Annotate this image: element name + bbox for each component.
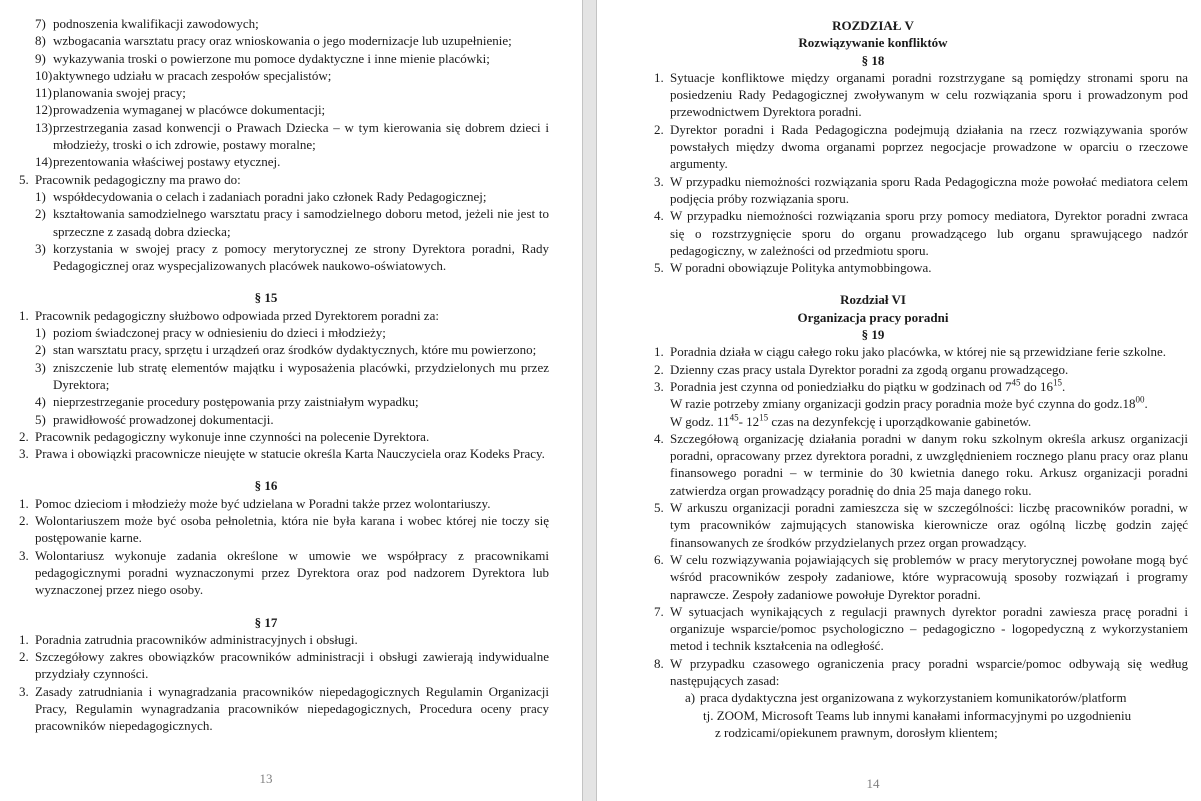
item-marker: 2. — [19, 513, 29, 529]
item-text — [35, 171, 549, 188]
list-item — [0, 324, 582, 341]
heading-line: § 16 — [254, 478, 278, 494]
list-item — [597, 499, 1201, 551]
heading-line: § 18 — [861, 52, 885, 68]
section-heading — [597, 17, 1149, 69]
item-marker: 3. — [19, 683, 29, 699]
text-line: W arkuszu organizacji poradni zamieszcza się w szczególności: liczbę pracowników poradni, w tym pracowników zajmujących stanowiska kierownicze oraz ogólną liczbę godzin zajęć finansowanych ze środków przydzielanych przez organ prowadzący. — [670, 500, 1188, 550]
item-marker: 3. — [19, 446, 29, 462]
list-item — [0, 153, 582, 170]
item-marker: 7) — [35, 16, 46, 31]
text-line: Sytuacje konfliktowe między organami poradni rozstrzygane są pomiędzy stronami sporu na posiedzeniu Rady Pedagogicznej zwoływanym w celu rozwiązania sporu i prowadzonym pod przewodnictwem Dyrektora poradni. — [670, 69, 1188, 120]
document-page-left — [0, 0, 582, 801]
text-line: nieprzestrzeganie procedury postępowania przy zaistniałym wypadku; — [53, 394, 419, 410]
text-line: prowadzenia wymaganej w placówce dokumentacji; — [53, 102, 326, 118]
item-marker: 5) — [35, 411, 46, 427]
list-item — [0, 445, 582, 462]
text-line: W przypadku czasowego ograniczenia pracy poradni wsparcie/pomoc odbywają się według następujących zasad: — [670, 655, 1188, 688]
item-text — [53, 359, 549, 394]
item-text — [53, 84, 549, 101]
text-line: Dzienny czas pracy ustala Dyrektor poradni za zgodą organu prowadzącego. — [670, 361, 1069, 377]
text-line: Poradnia jest czynna od poniedziałku do piątku w godzinach od $7^{45}$ do $16^{15}$. — [670, 377, 1066, 394]
list-item — [0, 631, 582, 648]
list-item — [597, 655, 1201, 690]
item-text — [53, 32, 549, 49]
text-line: Pomoc dzieciom i młodzieży może być udzielana w Poradni także przez wolontariuszy. — [35, 495, 491, 511]
text-line: kształtowania samodzielnego warsztatu pracy i samodzielnego doboru metod, jeżeli nie jest to sprzeczne z zasadą dobra dziecka; — [53, 206, 549, 239]
list-item — [0, 428, 582, 445]
superscript: 15 — [1053, 377, 1063, 388]
item-text — [53, 67, 549, 84]
item-text — [670, 361, 1188, 378]
item-marker: 14) — [35, 154, 53, 170]
list-item — [597, 378, 1201, 430]
item-text — [53, 393, 549, 410]
item-marker: 1. — [19, 631, 29, 647]
section-heading — [0, 289, 532, 306]
list-item — [0, 359, 582, 394]
item-text — [35, 648, 549, 683]
item-text — [700, 689, 1188, 741]
heading-line: § 15 — [254, 290, 278, 306]
item-text — [35, 547, 549, 599]
item-marker: 1. — [654, 344, 664, 360]
text-line: W celu rozwiązywania pojawiających się problemów w pracy merytorycznej powołane mogą być wśród pracowników zespoły zadaniowe, które wypracowują sposoby rozwiązań i programy naprawcze. Zespoły zadaniowe powołuje Dyrektor poradni. — [670, 551, 1188, 602]
item-marker: 5. — [654, 500, 664, 516]
list-item — [0, 240, 582, 275]
text-line: W przypadku niemożności rozwiązania sporu Rada Pedagogiczna może powołać mediatora celem podjęcia próby rozwiązania sporu. — [670, 173, 1188, 206]
document-page-right — [597, 0, 1201, 801]
item-marker: 1) — [35, 325, 46, 341]
text-line: Pracownik pedagogiczny ma prawo do: — [35, 171, 241, 187]
list-item — [0, 119, 582, 154]
item-marker: 6. — [654, 551, 664, 567]
list-item — [597, 430, 1201, 499]
text-line: W przypadku niemożności rozwiązania sporu przy pomocy mediatora, Dyrektor poradni zwraca się o rozstrzygnięcie sporu do organu prowadzącego lub organu sprawującego nadzór pedagogiczny, w zależności od przedmiotu sporu. — [670, 208, 1188, 258]
item-text — [53, 119, 549, 154]
text-line: W poradni obowiązuje Polityka antymobbingowa. — [670, 260, 932, 276]
item-text — [35, 512, 549, 547]
item-marker: 8) — [35, 33, 46, 49]
item-marker: 2. — [654, 361, 664, 377]
item-text — [670, 207, 1188, 259]
list-item — [597, 121, 1201, 173]
text-line: z rodzicami/opiekunem prawnym, dorosłym klientem; — [715, 724, 998, 740]
superscript: 45 — [729, 412, 739, 423]
item-text — [53, 50, 549, 67]
item-text — [53, 205, 549, 240]
item-text — [35, 428, 549, 445]
list-item — [0, 393, 582, 410]
item-marker: 5. — [19, 171, 29, 187]
page-content — [0, 0, 582, 735]
list-item — [0, 307, 582, 324]
text-line: współdecydowania o celach i zadaniach poradni jako członek Rady Pedagogicznej; — [53, 188, 487, 204]
text-line: aktywnego udziału w pracach zespołów specjalistów; — [53, 67, 332, 83]
item-text — [670, 603, 1188, 655]
list-item — [597, 361, 1201, 378]
item-text — [35, 495, 549, 512]
item-text — [53, 15, 549, 32]
list-item — [0, 188, 582, 205]
list-item — [0, 495, 582, 512]
item-text — [53, 411, 549, 428]
item-marker: a) — [685, 690, 696, 706]
item-text — [670, 430, 1188, 499]
heading-line: Rozwiązywanie konfliktów — [798, 35, 948, 51]
page-gutter-divider — [582, 0, 597, 801]
item-marker: 11) — [35, 85, 52, 101]
list-item — [597, 343, 1201, 360]
heading-line: ROZDZIAŁ V — [832, 18, 914, 33]
item-marker: 3) — [35, 240, 46, 256]
item-marker: 5. — [654, 260, 664, 276]
text-line: Prawa i obowiązki pracownicze nieujęte w statucie określa Karta Nauczyciela oraz Kodeks Pracy. — [35, 446, 545, 462]
list-item — [0, 67, 582, 84]
item-marker: 1. — [19, 307, 29, 323]
page-number: 14 — [866, 775, 880, 791]
text-line: planowania swojej pracy; — [53, 85, 186, 101]
text-line: przestrzegania zasad konwencji o Prawach Dziecka – w tym kierowania się dobrem dzieci i młodzieży, troski o ich zdrowie, postawy moralne; — [53, 119, 549, 153]
item-text — [670, 173, 1188, 208]
item-marker: 1. — [654, 69, 664, 85]
item-marker: 9) — [35, 50, 46, 66]
page-number: 13 — [259, 770, 273, 786]
list-item — [0, 171, 582, 188]
item-marker: 2. — [19, 428, 29, 444]
text-line: poziom świadczonej pracy w odniesieniu do dzieci i młodzieży; — [53, 325, 386, 341]
text-line: tj. ZOOM, Microsoft Teams lub innymi kanałami informacyjnymi po uzgodnieniu — [703, 707, 1132, 723]
item-text — [670, 121, 1188, 173]
item-text — [53, 324, 549, 341]
item-marker: 3. — [19, 547, 29, 563]
text-line: praca dydaktyczna jest organizowana z wykorzystaniem komunikatorów/platform — [700, 690, 1127, 706]
text-line: Wolontariusz wykonuje zadania określone w umowie we współpracy z pracownikami pedagogicznymi poradni wyznaczonymi przez Dyrektora oraz pod nadzorem Dyrektora lub wyznaczonej przez niego osoby. — [35, 547, 549, 598]
item-marker: 13) — [35, 119, 53, 135]
list-item — [0, 341, 582, 358]
item-marker: 2. — [654, 121, 664, 137]
item-text — [670, 499, 1188, 551]
text-line: prezentowania właściwej postawy etycznej. — [53, 154, 281, 170]
heading-line: Organizacja pracy poradni — [797, 309, 949, 325]
item-marker: 2. — [19, 649, 29, 665]
item-marker: 2) — [35, 206, 46, 222]
text-line: Wolontariuszem może być osoba pełnoletnia, która nie była karana i wobec której nie toczy się postępowanie karne. — [35, 513, 549, 546]
text-line: Poradnia zatrudnia pracowników administracyjnych i obsługi. — [35, 631, 358, 647]
list-item — [0, 15, 582, 32]
text-line: Dyrektor poradni i Rada Pedagogiczna podejmują działania na rzecz rozwiązywania sporów powstałych między dwoma organami poprzez negocjacje prowadzone w oparciu o rzeczowe argumenty. — [670, 121, 1188, 172]
item-marker: 4. — [654, 208, 664, 224]
item-text — [53, 153, 549, 170]
item-marker: 1) — [35, 188, 46, 204]
item-text — [670, 655, 1188, 690]
item-marker: 12) — [35, 102, 53, 118]
list-item — [597, 207, 1201, 259]
item-text — [53, 341, 549, 358]
item-text — [670, 69, 1188, 121]
text-line: Szczegółową organizację działania poradni w danym roku szkolnym określa arkusz organizacji poradni, opracowany przez dyrektora poradni, z uwzględnieniem rocznego planu pracy oraz planu finansowego poradni – w terminie do 30 kwietnia danego roku. Arkusz organizacji poradni zatwierdza organ prowadzący poradnię do dnia 25 maja danego roku. — [670, 430, 1188, 498]
text-line: W sytuacjach wynikających z regulacji prawnych dyrektor poradni zawiesza pracę poradni i organizuje wsparcie/pomoc psychologiczno – pedagogiczno - logopedyczną z wykorzystaniem metod i technik kształcenia na odległość. — [670, 603, 1188, 654]
list-item — [597, 173, 1201, 208]
list-item — [0, 512, 582, 547]
list-item — [597, 259, 1201, 276]
item-marker: 10) — [35, 67, 53, 83]
item-text — [35, 683, 549, 735]
list-item — [597, 69, 1201, 121]
text-line: W godz. $11^{45}-$ $12^{15}$ czas na dezynfekcję i uporządkowanie gabinetów. — [670, 412, 1032, 429]
list-item — [0, 50, 582, 67]
item-text — [670, 343, 1188, 360]
item-marker: 1. — [19, 495, 29, 511]
item-text — [35, 307, 549, 324]
text-line: zniszczenie lub stratę elementów majątku i wyposażenia placówki, przydzielonych mu przez Dyrektora; — [53, 359, 549, 392]
item-marker: 4. — [654, 430, 664, 446]
item-marker: 3. — [654, 378, 664, 394]
list-item — [0, 683, 582, 735]
superscript: 15 — [759, 412, 769, 423]
list-item — [0, 205, 582, 240]
list-item — [0, 32, 582, 49]
section-heading — [0, 614, 532, 631]
list-item — [597, 603, 1201, 655]
list-item — [597, 689, 1201, 741]
text-line: Pracownik pedagogiczny wykonuje inne czynności na polecenie Dyrektora. — [35, 428, 430, 444]
text-line: W razie potrzeby zmiany organizacji godzin pracy poradnia może być czynna do $godz.18^{00}$. — [670, 394, 1148, 412]
text-line: wzbogacania warsztatu pracy oraz wnioskowania o jego modernizacje lub uzupełnienie; — [53, 33, 512, 49]
heading-line: § 19 — [861, 327, 885, 343]
text-line: prawidłowość prowadzonej dokumentacji. — [53, 411, 274, 427]
text-line: Zasady zatrudniania i wynagradzania pracowników niepedagogicznych Regulamin Organizacji Pracy, Regulamin wynagradzania pracowników niepedagogicznych, Procedura oceny pracy pracowników niepedagogicznych. — [35, 683, 549, 734]
list-item — [0, 648, 582, 683]
item-marker: 4) — [35, 394, 46, 410]
item-marker: 7. — [654, 603, 664, 619]
item-text — [35, 631, 549, 648]
page-content — [597, 0, 1201, 741]
superscript: 00 — [1135, 394, 1145, 405]
item-marker: 3) — [35, 359, 46, 375]
list-item — [0, 547, 582, 599]
section-heading — [597, 291, 1149, 343]
item-text — [53, 188, 549, 205]
list-item — [0, 101, 582, 118]
heading-line: § 17 — [254, 614, 278, 630]
heading-line: Rozdział VI — [840, 292, 906, 308]
item-marker: 2) — [35, 342, 46, 358]
text-line: wykazywania troski o powierzone mu pomoce dydaktyczne i inne mienie placówki; — [53, 50, 490, 66]
item-marker: 3. — [654, 173, 664, 189]
item-text — [670, 551, 1188, 603]
list-item — [597, 551, 1201, 603]
text-line: Poradnia działa w ciągu całego roku jako placówka, w której nie są przewidziane ferie szkolne. — [670, 344, 1166, 360]
text-line: korzystania w swojej pracy z pomocy merytorycznej ze strony Dyrektora poradni, Rady Pedagogicznej oraz wyspecjalizowanych placówek naukowo-oświatowych. — [53, 240, 549, 274]
item-text — [53, 240, 549, 275]
item-text — [53, 101, 549, 118]
list-item — [0, 411, 582, 428]
list-item — [0, 84, 582, 101]
section-heading — [0, 477, 532, 494]
text-line: Pracownik pedagogiczny służbowo odpowiada przed Dyrektorem poradni za: — [35, 307, 439, 323]
text-line: podnoszenia kwalifikacji zawodowych; — [53, 16, 259, 31]
item-text — [670, 259, 1188, 276]
text-line: stan warsztatu pracy, sprzętu i urządzeń oraz środków dydaktycznych, które mu powierzono; — [53, 342, 537, 358]
superscript: 45 — [1011, 377, 1021, 388]
item-marker: 8. — [654, 655, 664, 671]
item-text — [35, 445, 549, 462]
item-text — [670, 378, 1188, 430]
text-line: Szczegółowy zakres obowiązków pracowników administracji i obsługi zawierają indywidualne przydziały czynności. — [35, 649, 549, 682]
